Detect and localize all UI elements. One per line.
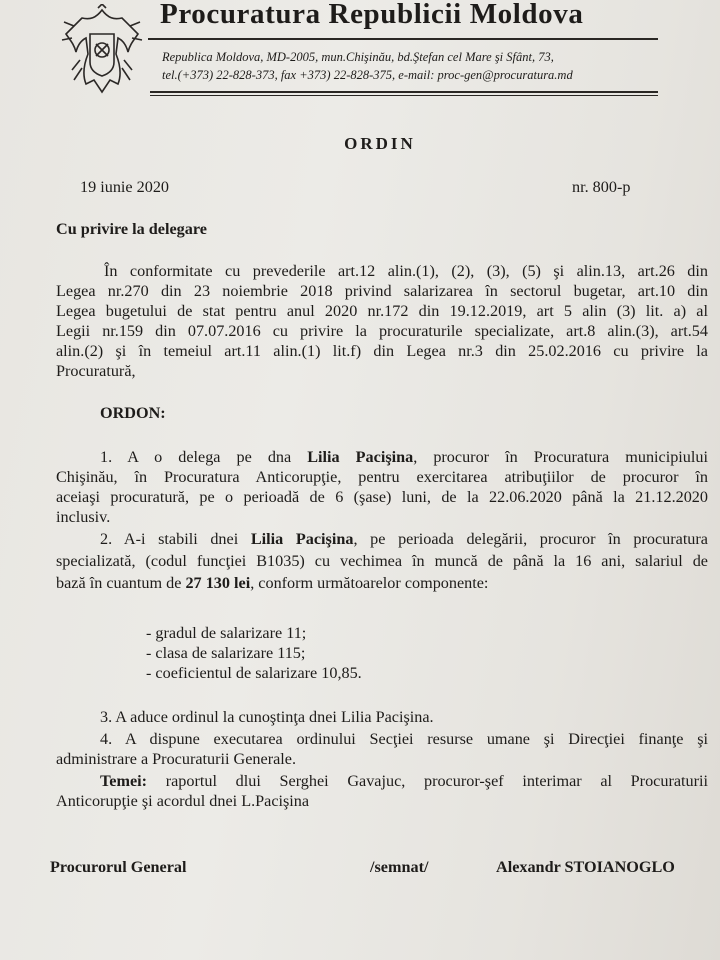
preamble-line: Legea bugetului de stat pentru anul 2020 nr.172 din 19.12.2019, art 5 alin (3) lit. a) al: [56, 302, 708, 320]
signed-mark: /semnat/: [370, 858, 429, 876]
salary-amount: 27 130 lei: [185, 574, 251, 592]
header-address: Republica Moldova, MD-2005, mun.Chişinău, bd.Ştefan cel Mare şi Sfânt, 73,: [162, 50, 554, 64]
temei-line: Temei: raportul dlui Serghei Gavajuc, procuror-şef interimar al Procuraturii: [100, 772, 708, 790]
signatory-name: Alexandr STOIANOGLO: [496, 858, 675, 876]
item-4-line: administrare a Procuraturii Generale.: [56, 750, 297, 768]
component-item: - clasa de salarizare 115;: [146, 644, 306, 662]
header-rule-1: [150, 91, 658, 93]
person-name: Lilia Pacişina: [307, 448, 414, 466]
preamble-line: În conformitate cu prevederile art.12 alin.(1), (2), (3), (5) şi alin.13, art.26 din: [104, 262, 708, 280]
item-2-line: bază în cuantum de 27 130 lei, conform următoarelor componente:: [56, 574, 489, 592]
item-2-line: specializată, (codul funcţiei B1035) cu vechimea în muncă de până la 16 ani, salariul de: [56, 552, 708, 570]
document-number: nr. 800-p: [572, 178, 631, 196]
preamble-line: Legea nr.270 din 23 noiembrie 2018 privind salarizarea în sectorul bugetar, art.10 din: [56, 282, 708, 300]
item-4-line: 4. A dispune executarea ordinului Secţiei resurse umane şi Direcţiei finanţe şi: [100, 730, 708, 748]
temei-line: Anticorupţie şi acordul dnei L.Pacişina: [56, 792, 310, 810]
coat-of-arms-icon: [60, 4, 144, 96]
item-1-line: aceiaşi procuratură, pe o perioadă de 6 (şase) luni, de la 22.06.2020 până la 21.12.2020: [56, 488, 708, 506]
preamble-line: Procuratură,: [56, 362, 136, 380]
item-2-line: 2. A-i stabili dnei Lilia Pacişina, pe perioada delegării, procuror în procuratura: [100, 530, 708, 548]
signatory-position: Procurorul General: [50, 858, 187, 876]
preamble-line: Legii nr.159 din 07.07.2016 cu privire la procuraturile specializate, art.8 alin.(3), art.54: [56, 322, 708, 340]
document-title: ORDIN: [344, 134, 416, 153]
component-item: - gradul de salarizare 11;: [146, 624, 307, 642]
item-1-line: inclusiv.: [56, 508, 111, 526]
person-name: Lilia Pacişina: [250, 530, 354, 548]
header-contacts: tel.(+373) 22-828-373, fax +373) 22-828-375, e-mail: proc-gen@procuratura.md: [162, 68, 573, 82]
ordon-heading: ORDON:: [100, 404, 166, 422]
document-date: 19 iunie 2020: [80, 178, 170, 196]
item-3: 3. A aduce ordinul la cunoştinţa dnei Lilia Pacişina.: [100, 708, 434, 726]
item-1-line: Chişinău, în Procuratura Anticorupţie, pentru exercitarea atribuţiilor de procuror în: [56, 468, 708, 486]
document-subject: Cu privire la delegare: [56, 220, 207, 238]
item-1-line: 1. A o delega pe dna Lilia Pacişina, procuror în Procuratura municipiului: [100, 448, 708, 466]
preamble-line: alin.(2) şi în temeiul art.11 alin.(1) lit.f) din Legea nr.3 din 25.02.2016 cu privire la: [56, 342, 708, 360]
header-rule-2: [150, 95, 658, 96]
header-top-rule: [148, 38, 658, 40]
temei-label: Temei:: [100, 772, 148, 790]
component-item: - coeficientul de salarizare 10,85.: [146, 664, 362, 682]
institution-name: Procuratura Republicii Moldova: [160, 0, 584, 30]
